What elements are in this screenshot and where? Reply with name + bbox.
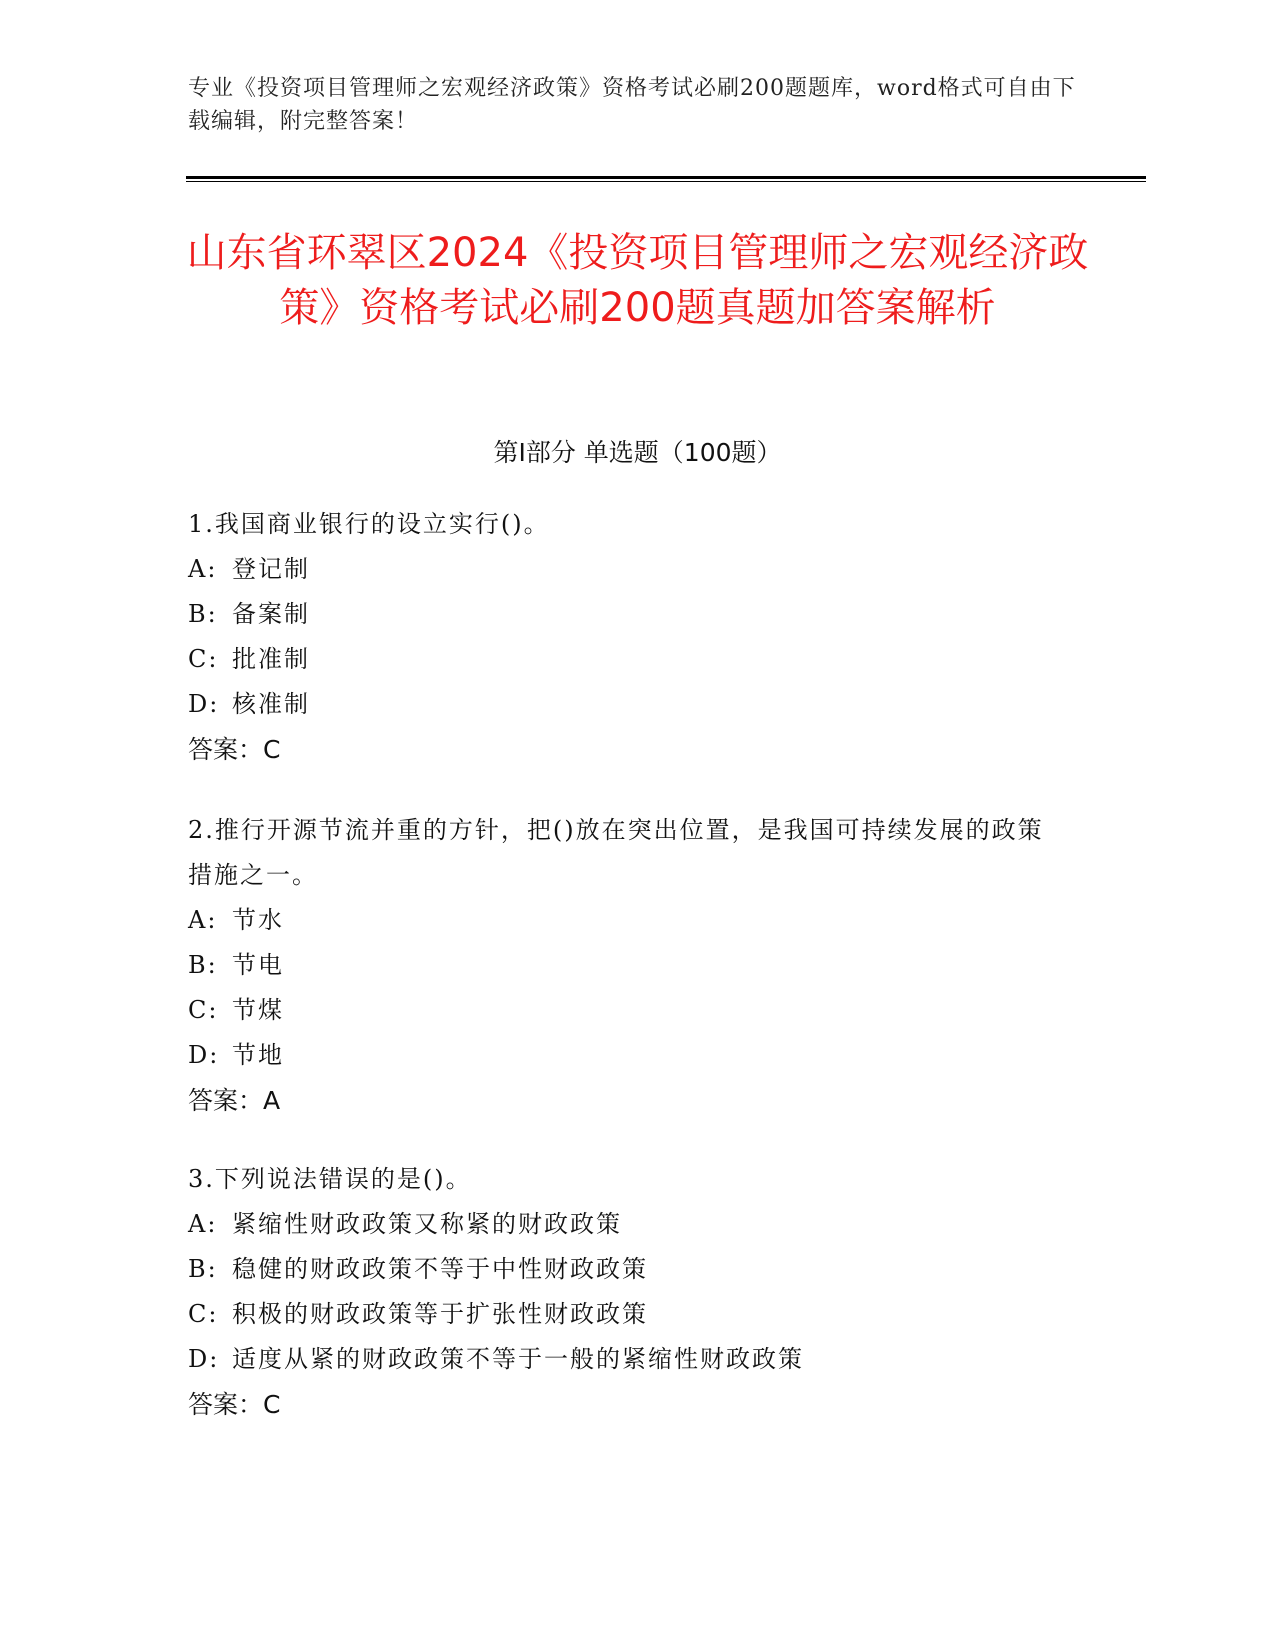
option-key: D: — [188, 1345, 220, 1373]
option-d — [188, 1033, 1068, 1078]
answer-line — [188, 727, 1068, 772]
answer-line — [188, 1078, 1068, 1123]
option-text: 节水 — [232, 906, 284, 934]
option-d — [188, 682, 1068, 727]
option-a — [188, 1202, 1068, 1247]
option-text: 核准制 — [232, 690, 310, 718]
option-c — [188, 637, 1068, 682]
answer-value: C — [263, 1390, 281, 1419]
option-key: B: — [188, 1255, 218, 1283]
answer-value: C — [263, 735, 281, 764]
option-c — [188, 988, 1068, 1033]
option-text: 节电 — [232, 951, 284, 979]
option-key: A: — [188, 1210, 218, 1238]
header-rule — [186, 176, 1146, 179]
option-key: C: — [188, 645, 219, 673]
option-key: B: — [188, 600, 218, 628]
header-note: 专业《投资项目管理师之宏观经济政策》资格考试必刷200题题库，word格式可自由下载编辑，附完整答案！ — [188, 76, 1076, 134]
question-2 — [188, 808, 1068, 1123]
option-key: C: — [188, 1300, 219, 1328]
option-text: 节地 — [232, 1041, 284, 1069]
header-rule-thin — [186, 181, 1146, 182]
question-stem: 1.我国商业银行的设立实行()。 — [188, 510, 550, 538]
option-text: 紧缩性财政政策又称紧的财政政策 — [232, 1210, 622, 1238]
option-key: A: — [188, 555, 218, 583]
option-key: D: — [188, 1041, 220, 1069]
question-stem: 3.下列说法错误的是()。 — [188, 1165, 472, 1193]
answer-line — [188, 1382, 1068, 1427]
option-b — [188, 1247, 1068, 1292]
option-key: C: — [188, 996, 219, 1024]
answer-label: 答案： — [188, 1390, 264, 1419]
option-text: 登记制 — [232, 555, 310, 583]
option-text: 适度从紧的财政政策不等于一般的紧缩性财政政策 — [232, 1345, 804, 1373]
answer-label: 答案： — [188, 1086, 264, 1115]
option-a — [188, 547, 1068, 592]
option-key: D: — [188, 690, 220, 718]
document-title: 山东省环翠区2024《投资项目管理师之宏观经济政策》资格考试必刷200题真题加答案解析 — [186, 230, 1089, 331]
answer-value: A — [263, 1086, 281, 1115]
option-key: B: — [188, 951, 218, 979]
answer-label: 答案： — [188, 735, 264, 764]
option-d — [188, 1337, 1068, 1382]
option-text: 稳健的财政政策不等于中性财政政策 — [232, 1255, 648, 1283]
option-b — [188, 592, 1068, 637]
question-stem: 2.推行开源节流并重的方针，把()放在突出位置，是我国可持续发展的政策措施之一。 — [188, 816, 1044, 889]
question-3 — [188, 1157, 1068, 1427]
option-b — [188, 943, 1068, 988]
option-a — [188, 898, 1068, 943]
option-text: 节煤 — [232, 996, 284, 1024]
option-key: A: — [188, 906, 218, 934]
section-heading: 第Ⅰ部分 单选题（100题） — [493, 438, 782, 467]
question-1 — [188, 502, 1068, 772]
option-c — [188, 1292, 1068, 1337]
option-text: 积极的财政政策等于扩张性财政政策 — [232, 1300, 648, 1328]
option-text: 备案制 — [232, 600, 310, 628]
option-text: 批准制 — [232, 645, 310, 673]
